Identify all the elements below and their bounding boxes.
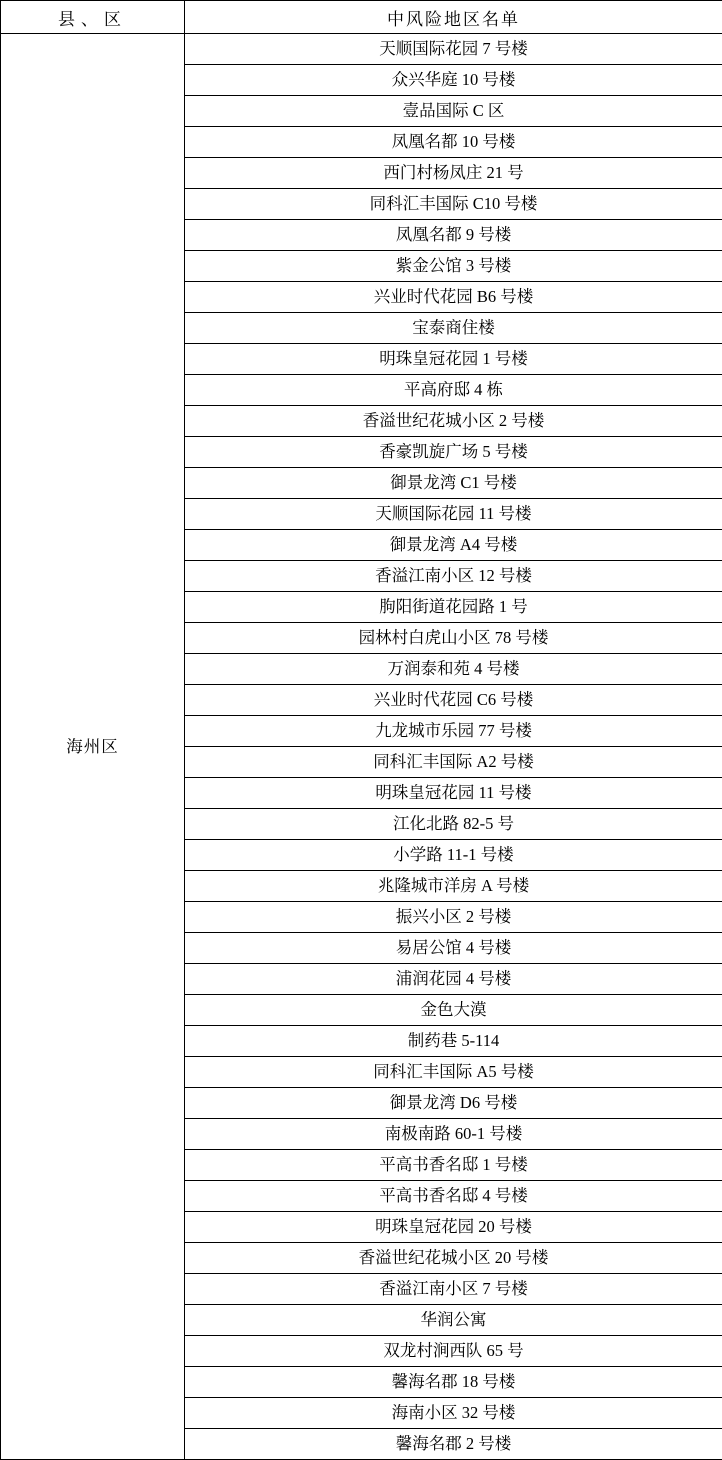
risk-area-cell: 宝泰商住楼 [185, 313, 722, 344]
risk-area-cell: 小学路 11-1 号楼 [185, 840, 722, 871]
risk-area-cell: 香溢世纪花城小区 20 号楼 [185, 1243, 722, 1274]
risk-area-cell: 万润泰和苑 4 号楼 [185, 654, 722, 685]
risk-area-cell: 海南小区 32 号楼 [185, 1398, 722, 1429]
risk-area-cell: 园林村白虎山小区 78 号楼 [185, 623, 722, 654]
risk-area-cell: 南极南路 60-1 号楼 [185, 1119, 722, 1150]
risk-area-cell: 华润公寓 [185, 1305, 722, 1336]
table-header-row [1, 1, 722, 34]
risk-area-cell: 兴业时代花园 B6 号楼 [185, 282, 722, 313]
risk-area-cell: 明珠皇冠花园 1 号楼 [185, 344, 722, 375]
column-header-list: 中风险地区名单 [185, 1, 722, 34]
risk-area-cell: 香溢江南小区 12 号楼 [185, 561, 722, 592]
risk-area-cell: 制药巷 5-114 [185, 1026, 722, 1057]
risk-area-cell: 兆隆城市洋房 A 号楼 [185, 871, 722, 902]
risk-area-cell: 御景龙湾 A4 号楼 [185, 530, 722, 561]
risk-area-cell: 平高府邸 4 栋 [185, 375, 722, 406]
risk-area-cell: 御景龙湾 C1 号楼 [185, 468, 722, 499]
table-row [1, 34, 722, 65]
risk-area-cell: 振兴小区 2 号楼 [185, 902, 722, 933]
risk-area-cell: 平高书香名邸 1 号楼 [185, 1150, 722, 1181]
risk-area-cell: 紫金公馆 3 号楼 [185, 251, 722, 282]
table-header [1, 1, 722, 34]
risk-area-cell: 天顺国际花园 7 号楼 [185, 34, 722, 65]
risk-area-cell: 馨海名郡 2 号楼 [185, 1429, 722, 1460]
risk-area-cell: 众兴华庭 10 号楼 [185, 65, 722, 96]
column-header-district: 县、区 [1, 1, 185, 34]
risk-area-cell: 朐阳街道花园路 1 号 [185, 592, 722, 623]
district-name-cell: 海州区 [1, 34, 185, 1460]
risk-area-cell: 九龙城市乐园 77 号楼 [185, 716, 722, 747]
risk-area-cell: 凤凰名都 10 号楼 [185, 127, 722, 158]
table-body [1, 34, 722, 1460]
risk-area-cell: 御景龙湾 D6 号楼 [185, 1088, 722, 1119]
risk-area-cell: 平高书香名邸 4 号楼 [185, 1181, 722, 1212]
risk-area-cell: 明珠皇冠花园 11 号楼 [185, 778, 722, 809]
risk-area-cell: 香豪凯旋广场 5 号楼 [185, 437, 722, 468]
risk-area-cell: 香溢江南小区 7 号楼 [185, 1274, 722, 1305]
risk-area-cell: 馨海名郡 18 号楼 [185, 1367, 722, 1398]
risk-area-cell: 金色大漠 [185, 995, 722, 1026]
risk-area-cell: 同科汇丰国际 A2 号楼 [185, 747, 722, 778]
risk-area-cell: 同科汇丰国际 A5 号楼 [185, 1057, 722, 1088]
risk-area-cell: 兴业时代花园 C6 号楼 [185, 685, 722, 716]
risk-area-cell: 西门村杨凤庄 21 号 [185, 158, 722, 189]
risk-area-cell: 浦润花园 4 号楼 [185, 964, 722, 995]
risk-area-cell: 同科汇丰国际 C10 号楼 [185, 189, 722, 220]
risk-area-cell: 天顺国际花园 11 号楼 [185, 499, 722, 530]
risk-area-cell: 双龙村涧西队 65 号 [185, 1336, 722, 1367]
risk-area-cell: 香溢世纪花城小区 2 号楼 [185, 406, 722, 437]
risk-area-cell: 凤凰名都 9 号楼 [185, 220, 722, 251]
risk-area-cell: 江化北路 82-5 号 [185, 809, 722, 840]
risk-area-cell: 壹品国际 C 区 [185, 96, 722, 127]
risk-area-cell: 易居公馆 4 号楼 [185, 933, 722, 964]
risk-area-cell: 明珠皇冠花园 20 号楼 [185, 1212, 722, 1243]
